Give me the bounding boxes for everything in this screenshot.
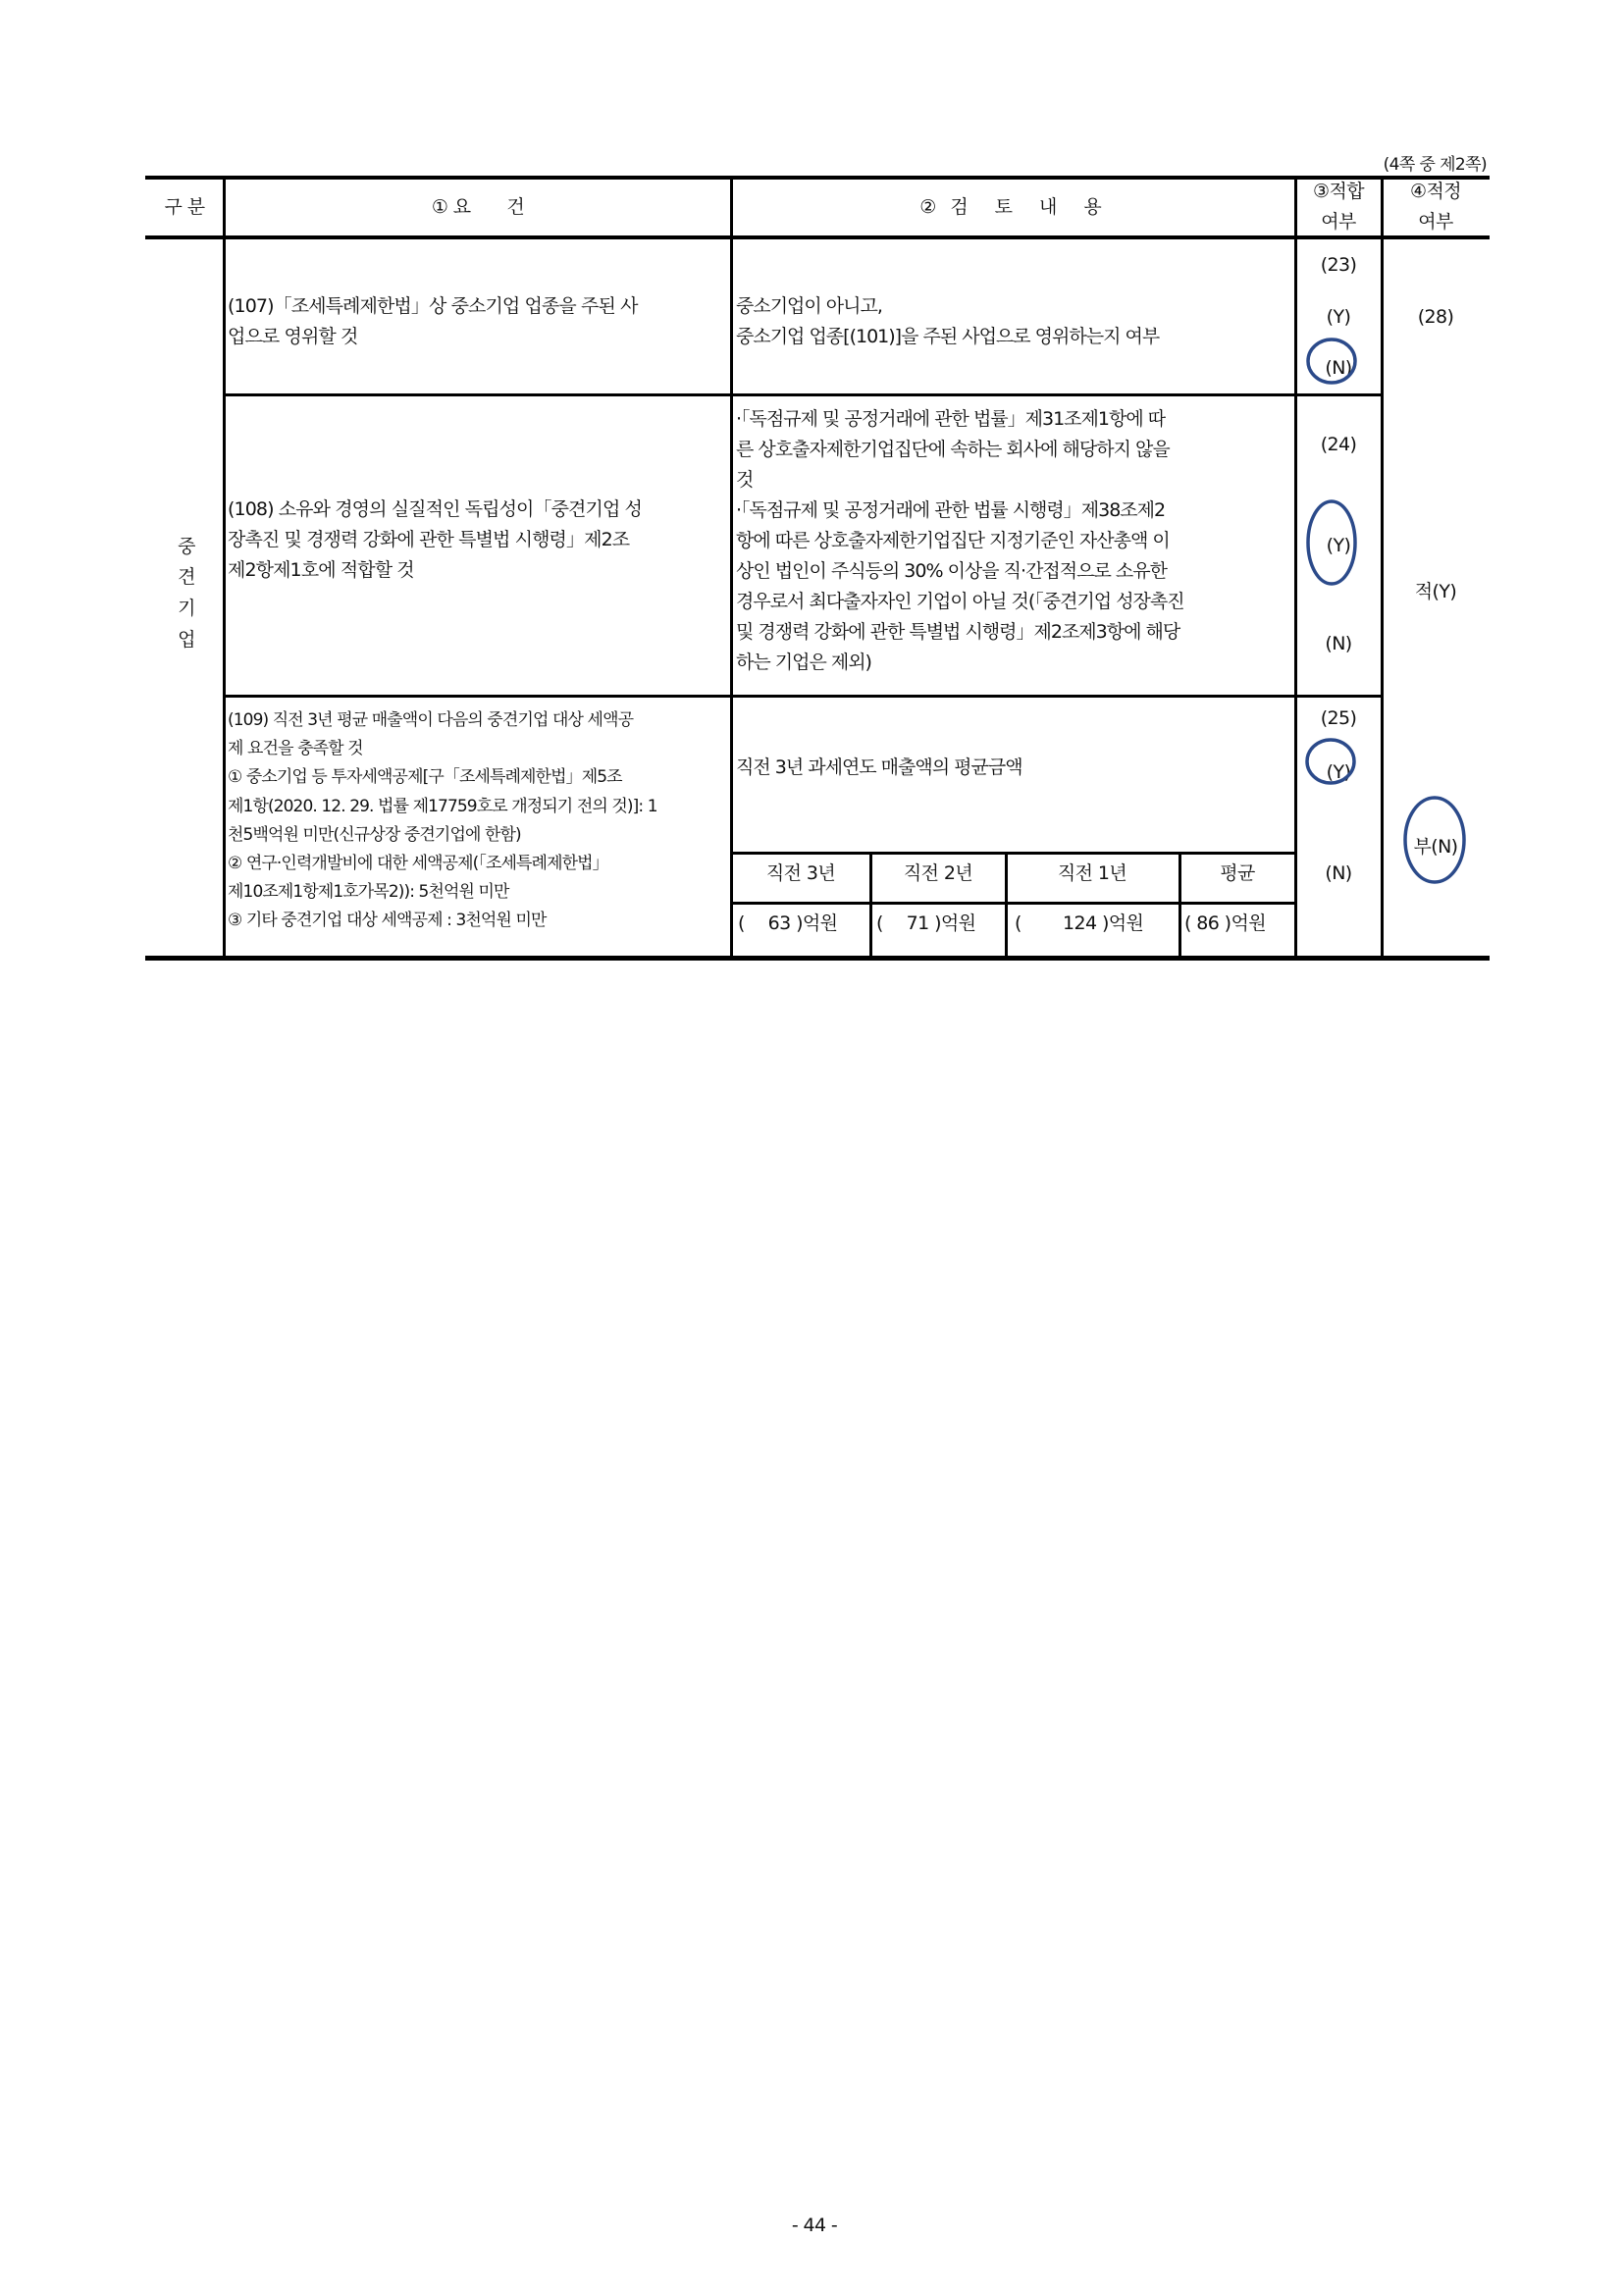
text-line: 제1항(2020. 12. 29. 법률 제17759호로 개정되기 전의 것)]: 1 <box>228 796 657 816</box>
category-char: 기 <box>178 598 195 619</box>
fit-option-y[interactable]: (Y) <box>1326 761 1351 783</box>
text-line: ② 연구·인력개발비에 대한 세액공제(「조세특례제한법」 <box>228 853 608 873</box>
text-line: 하는 기업은 제외) <box>736 652 871 673</box>
text-line: 업으로 영위할 것 <box>228 326 358 347</box>
proper-option-no[interactable]: 부(N) <box>1413 836 1458 858</box>
sales-value: ( 71 )억원 <box>876 912 976 934</box>
text-line: 장촉진 및 경쟁력 강화에 관한 특별법 시행령」제2조 <box>228 529 630 550</box>
text-line: (108) 소유와 경영의 실질적인 독립성이「중견기업 성 <box>228 498 643 520</box>
text-line: 제10조제1항제1호가목2)): 5천억원 미만 <box>228 882 509 903</box>
selection-marks <box>0 0 1624 1079</box>
page-number: - 44 - <box>791 2215 838 2236</box>
fit-option-y[interactable]: (Y) <box>1326 535 1351 556</box>
category-char: 견 <box>178 566 195 588</box>
proper-number-28: (28) <box>1417 306 1454 328</box>
fit-number-25: (25) <box>1320 707 1357 729</box>
selection-circle <box>1308 501 1355 584</box>
selection-circle <box>1308 339 1355 383</box>
proper-option-yes[interactable]: 적(Y) <box>1414 581 1457 602</box>
sales-header: 직전 2년 <box>903 862 973 884</box>
header-review: ② 검 토 내 용 <box>919 196 1106 218</box>
selection-circle <box>1405 798 1464 882</box>
page-indicator: (4쪽 중 제2쪽) <box>1383 155 1487 175</box>
sales-header: 직전 1년 <box>1057 862 1127 884</box>
text-line: 제2항제1호에 적합할 것 <box>228 559 414 581</box>
fit-option-n[interactable]: (N) <box>1325 633 1352 654</box>
text-line: 것 <box>736 469 754 491</box>
header-requirement: ① 요 건 <box>431 196 525 218</box>
sales-value: ( 86 )억원 <box>1184 912 1266 934</box>
fit-number-23: (23) <box>1320 254 1357 276</box>
header-proper-2: 여부 <box>1418 211 1453 233</box>
text-line: 제 요건을 충족할 것 <box>228 739 363 759</box>
text-line: ·「독점규제 및 공정거래에 관한 법률 시행령」제38조제2 <box>736 499 1166 521</box>
text-line: ① 중소기업 등 투자세액공제[구「조세특례제한법」제5조 <box>228 767 622 788</box>
category-char: 업 <box>178 629 195 651</box>
text-line: 른 상호출자제한기업집단에 속하는 회사에 해당하지 않을 <box>736 439 1170 460</box>
fit-option-n[interactable]: (N) <box>1325 357 1352 379</box>
text-line: 중소기업이 아니고, <box>736 295 882 317</box>
text-line: ③ 기타 중견기업 대상 세액공제 : 3천억원 미만 <box>228 911 547 931</box>
sales-value: ( 63 )억원 <box>738 912 838 934</box>
sales-header: 평균 <box>1220 862 1255 884</box>
review-109: 직전 3년 과세연도 매출액의 평균금액 <box>736 756 1022 778</box>
text-line: 중소기업 업종[(101)]을 주된 사업으로 영위하는지 여부 <box>736 326 1160 347</box>
header-proper-1: ④적정 <box>1410 181 1461 202</box>
fit-number-24: (24) <box>1320 434 1357 455</box>
text-line: (107)「조세특례제한법」상 중소기업 업종을 주된 사 <box>228 295 638 317</box>
header-category: 구 분 <box>164 196 205 218</box>
text-line: 경우로서 최다출자자인 기업이 아닐 것(「중견기업 성장촉진 <box>736 591 1184 612</box>
text-line: 및 경쟁력 강화에 관한 특별법 시행령」제2조제3항에 해당 <box>736 621 1180 643</box>
header-fit-1: ③적합 <box>1313 181 1364 202</box>
text-line: 항에 따른 상호출자제한기업집단 지정기준인 자산총액 이 <box>736 530 1170 551</box>
fit-option-y[interactable]: (Y) <box>1326 306 1351 328</box>
selection-circle <box>1307 740 1354 783</box>
header-fit-2: 여부 <box>1321 211 1356 233</box>
fit-option-n[interactable]: (N) <box>1325 862 1352 884</box>
sales-value: ( 124 )억원 <box>1015 912 1144 934</box>
category-char: 중 <box>178 536 195 557</box>
text-line: 상인 법인이 주식등의 30% 이상을 직·간접적으로 소유한 <box>736 560 1167 582</box>
sales-header: 직전 3년 <box>765 862 836 884</box>
text-line: (109) 직전 3년 평균 매출액이 다음의 중견기업 대상 세액공 <box>228 710 634 730</box>
text-line: ·「독점규제 및 공정거래에 관한 법률」제31조제1항에 따 <box>736 408 1166 430</box>
text-line: 천5백억원 미만(신규상장 중견기업에 한함) <box>228 824 521 845</box>
